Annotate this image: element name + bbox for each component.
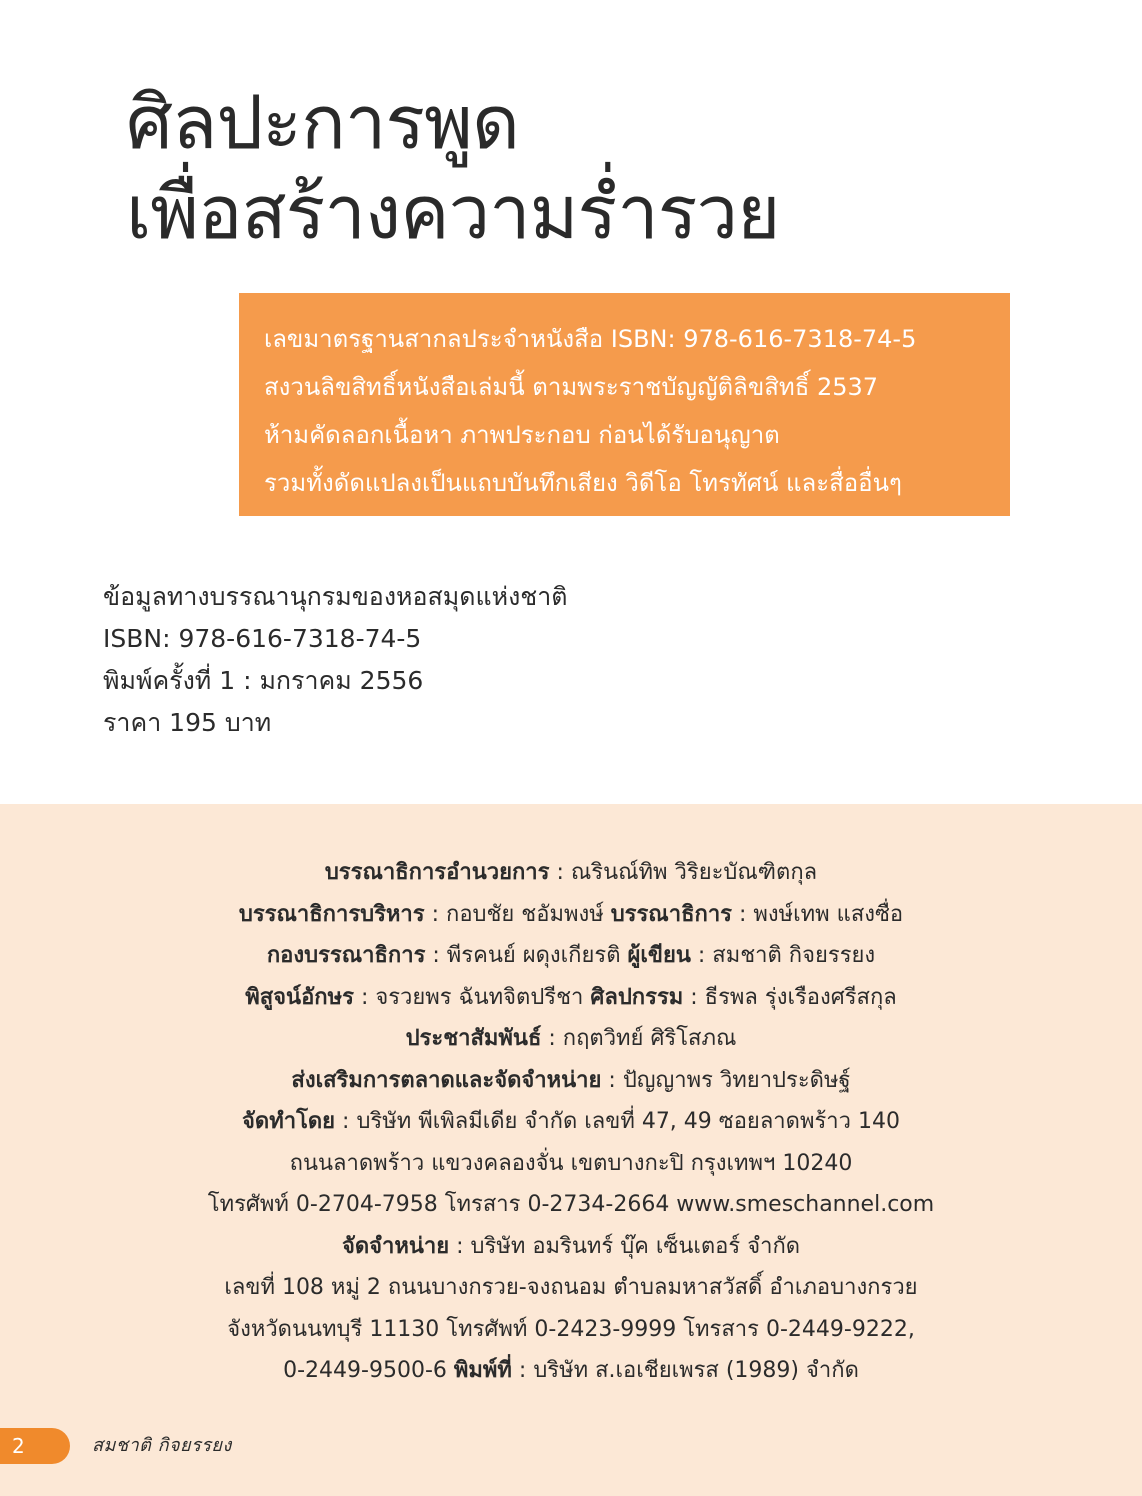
credit-value: 0-2449-9500-6 — [283, 1358, 454, 1383]
credit-value: : ปัญญาพร วิทยาประดิษฐ์ — [601, 1067, 851, 1093]
credit-label: พิมพ์ที่ — [453, 1358, 512, 1383]
credit-value: : บริษัท ส.เอเชียเพรส (1989) จำกัด — [511, 1358, 859, 1383]
credit-label: ศิลปกรรม — [590, 984, 684, 1010]
copyright-line-adaptation: รวมทั้งดัดแปลงเป็นแถบบันทึกเสียง วิดีโอ โทรทัศน์ และสื่ออื่นๆ — [264, 469, 902, 497]
copyright-line-rights: สงวนลิขสิทธิ์หนังสือเล่มนี้ ตามพระราชบัญญัติลิขสิทธิ์ 2537 — [264, 373, 879, 401]
credit-label: พิสูจน์อักษร — [245, 984, 354, 1010]
credit-label: จัดทำโดย — [242, 1109, 336, 1134]
credit-row-distributor — [0, 1226, 1142, 1268]
copyright-notice-box — [239, 293, 1010, 516]
credit-row-producer-address: ถนนลาดพร้าว แขวงคลองจั่น เขตบางกะปิ กรุงเทพฯ 10240 — [289, 1150, 853, 1176]
credit-label: บรรณาธิการอำนวยการ — [324, 860, 550, 885]
credit-row-printer — [0, 1350, 1142, 1392]
page-number: 2 — [12, 1434, 25, 1458]
credit-row-proofreader — [0, 977, 1142, 1019]
credits-panel — [0, 804, 1142, 1496]
credit-value: : บริษัท พีเพิลมีเดีย จำกัด เลขที่ 47, 49 ซอยลาดพร้าว 140 — [335, 1109, 900, 1134]
footer-author-name: สมชาติ กิจยรรยง — [92, 1435, 232, 1456]
credit-label: ส่งเสริมการตลาดและจัดจำหน่าย — [291, 1067, 602, 1093]
credit-row-distributor-address-2: จังหวัดนนทบุรี 11130 โทรศัพท์ 0-2423-9999 โทรสาร 0-2449-9222, — [227, 1316, 915, 1342]
credit-value: : ณรินณ์ทิพ วิริยะบัณฑิตกุล — [549, 860, 818, 885]
credit-label: จัดจำหน่าย — [341, 1233, 450, 1259]
credit-row-editorial-staff — [0, 935, 1142, 977]
catalog-isbn: ISBN: 978-616-7318-74-5 — [103, 624, 422, 653]
catalog-info — [103, 576, 568, 744]
credit-row-producer-contact: โทรศัพท์ 0-2704-7958 โทรสาร 0-2734-2664 www.smeschannel.com — [207, 1192, 935, 1217]
credit-row-marketing — [0, 1060, 1142, 1102]
credit-value: : พีรคนย์ ผดุงเกียรติ — [425, 943, 628, 968]
credits-list — [0, 852, 1142, 1392]
credit-row-executive-editor — [0, 852, 1142, 894]
catalog-edition: พิมพ์ครั้งที่ 1 : มกราคม 2556 — [103, 666, 424, 695]
credit-label: ผู้เขียน — [627, 943, 691, 968]
credit-row-producer — [0, 1101, 1142, 1143]
credit-value: : บริษัท อมรินทร์ บุ๊ค เซ็นเตอร์ จำกัด — [449, 1233, 801, 1259]
page-number-tab — [0, 1428, 70, 1464]
credit-row-distributor-address-1: เลขที่ 108 หมู่ 2 ถนนบางกรวย-จงถนอม ตำบลมหาสวัสดิ์ อำเภอบางกรวย — [224, 1275, 918, 1300]
copyright-line-no-copy: ห้ามคัดลอกเนื้อหา ภาพประกอบ ก่อนได้รับอนุญาต — [264, 421, 780, 449]
credit-value: : กอบชัย ชอัมพงษ์ — [424, 901, 611, 927]
catalog-heading: ข้อมูลทางบรรณานุกรมของหอสมุดแห่งชาติ — [103, 582, 568, 611]
book-title-line-2: เพื่อสร้างความร่ำรวย — [126, 170, 780, 256]
credit-value: : จรวยพร ฉันทจิตปรีชา — [353, 984, 591, 1010]
book-title-line-1: ศิลปะการพูด — [126, 80, 519, 166]
book-title — [126, 78, 779, 258]
credit-row-managing-editor — [0, 894, 1142, 936]
credit-row-pr — [0, 1018, 1142, 1060]
credit-value: : กฤตวิทย์ ศิริโสภณ — [541, 1026, 737, 1051]
credit-label: กองบรรณาธิการ — [266, 943, 426, 968]
credit-value: : สมชาติ กิจยรรยง — [690, 943, 876, 968]
credit-label: บรรณาธิการบริหาร — [238, 901, 425, 927]
credit-label: ประชาสัมพันธ์ — [405, 1026, 542, 1051]
credit-value: : ธีรพล รุ่งเรืองศรีสกุล — [683, 984, 897, 1010]
copyright-line-isbn: เลขมาตรฐานสากลประจำหนังสือ ISBN: 978-616-7318-74-5 — [264, 325, 917, 353]
credit-label: บรรณาธิการ — [610, 901, 732, 927]
credit-value: : พงษ์เทพ แสงซื่อ — [731, 901, 904, 927]
catalog-price: ราคา 195 บาท — [103, 708, 272, 737]
